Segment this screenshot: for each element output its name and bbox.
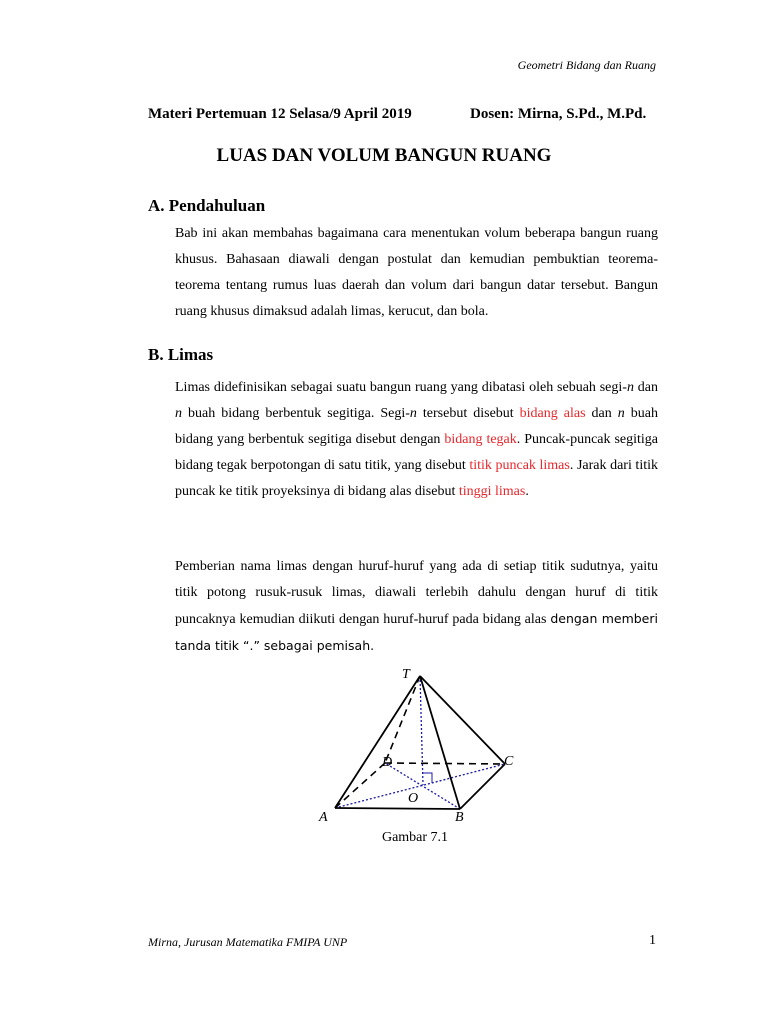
- label-T: T: [402, 667, 410, 682]
- lecturer-info: Dosen: Mirna, S.Pd., M.Pd.: [470, 106, 647, 122]
- limas-naming-paragraph: Pemberian nama limas dengan huruf-huruf yang ada di setiap titik sudutnya, yaitu titik potong rusuk-rusuk limas, diawali terlebih dahulu dengan huruf di titik puncaknya kemudian diikuti dengan huruf-huruf pada bidang alas dengan memberi tanda titik “.” sebagai pemisah.: [175, 559, 658, 653]
- diagonal-AC: [335, 764, 505, 808]
- edge-BC: [460, 764, 505, 809]
- limas-definition-paragraph: Limas didefinisikan sebagai suatu bangun ruang yang dibatasi oleh sebuah segi-n dan n buah bidang berbentuk segitiga. Segi-n tersebut disebut bidang alas dan n buah bidang yang berbentuk segitiga disebut dengan bidang tegak. Puncak-puncak segitiga bidang tegak berpotongan di satu titik, yang disebut titik puncak limas. Jarak dari titik puncak ke titik proyeksinya di bidang alas disebut tinggi limas.: [175, 380, 659, 499]
- label-C: C: [504, 754, 514, 769]
- section-b-heading: B. Limas: [148, 345, 214, 364]
- label-A: A: [319, 810, 328, 825]
- section-a-paragraph: Bab ini akan membahas bagaimana cara menentukan volum beberapa bangun ruang khusus. Bahasaan diawali dengan postulat dan kemudian pembuktian teorema-teorema tentang rumus luas daerah dan volum dari bangun datar tersebut. Bangun ruang khusus dimaksud adalah limas, kerucut, dan bola.: [175, 226, 658, 319]
- edge-TD: [385, 676, 420, 763]
- document-title: LUAS DAN VOLUM BANGUN RUANG: [216, 145, 552, 166]
- edge-AB: [335, 808, 460, 809]
- label-B: B: [455, 810, 464, 825]
- right-angle-mark: [423, 773, 432, 783]
- height-TO: [420, 676, 423, 785]
- page-number: 1: [649, 933, 656, 948]
- term-tinggi-limas: tinggi limas: [458, 484, 526, 499]
- edge-TA: [335, 676, 420, 808]
- running-header: Geometri Bidang dan Ruang: [517, 58, 656, 72]
- edge-DC: [385, 763, 505, 764]
- figure-caption: Gambar 7.1: [381, 830, 449, 845]
- term-titik-puncak-limas: titik puncak limas: [469, 458, 570, 473]
- pyramid-figure: [310, 660, 530, 830]
- section-a-heading: A. Pendahuluan: [148, 196, 266, 215]
- term-bidang-alas: bidang alas: [519, 406, 586, 421]
- session-info: Materi Pertemuan 12 Selasa/9 April 2019: [148, 106, 412, 122]
- footer-affiliation: Mirna, Jurusan Matematika FMIPA UNP: [148, 935, 348, 949]
- label-D: D: [382, 755, 393, 770]
- term-bidang-tegak: bidang tegak: [444, 432, 517, 447]
- label-O: O: [408, 791, 419, 806]
